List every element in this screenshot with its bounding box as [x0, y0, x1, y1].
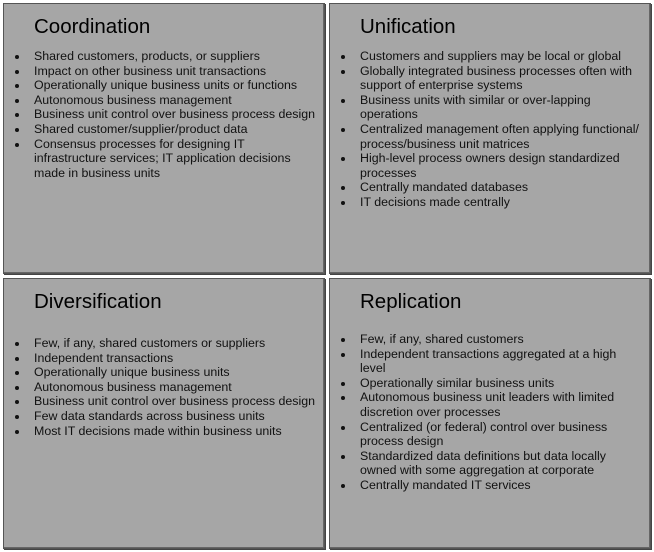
list-item: Business unit control over business process design: [4, 394, 318, 409]
list-item: Operationally unique business units: [4, 365, 318, 380]
bullet-list: [4, 49, 318, 180]
list-item: Operationally unique business units or functions: [4, 78, 318, 93]
list-item: IT decisions made centrally: [330, 195, 644, 210]
list-item: Autonomous business management: [4, 93, 318, 108]
list-item: Centralized (or federal) control over business process design: [330, 420, 644, 449]
list-item: Autonomous business management: [4, 380, 318, 395]
quadrant-replication: [329, 278, 651, 549]
list-item: Few data standards across business units: [4, 409, 318, 424]
list-item: Customers and suppliers may be local or global: [330, 49, 644, 64]
quadrant-title: Replication: [360, 290, 462, 313]
quadrant-title: Diversification: [34, 290, 162, 313]
list-item: Business units with similar or over-lapping operations: [330, 93, 644, 122]
list-item: Most IT decisions made within business units: [4, 424, 318, 439]
list-item: Shared customers, products, or suppliers: [4, 49, 318, 64]
list-item: Globally integrated business processes often with support of enterprise systems: [330, 64, 644, 93]
list-item: Independent transactions: [4, 351, 318, 366]
quadrant-unification: [329, 3, 651, 274]
quadrant-title: Unification: [360, 15, 456, 38]
quadrant-title: Coordination: [34, 15, 151, 38]
list-item: Impact on other business unit transactions: [4, 64, 318, 79]
list-item: Business unit control over business process design: [4, 107, 318, 122]
quadrant-coordination: [3, 3, 325, 274]
list-item: Shared customer/supplier/product data: [4, 122, 318, 137]
list-item: Few, if any, shared customers: [330, 332, 644, 347]
list-item: Operationally similar business units: [330, 376, 644, 391]
list-item: Consensus processes for designing IT infrastructure services; IT application decisions made in business units: [4, 137, 318, 181]
list-item: Autonomous business unit leaders with limited discretion over processes: [330, 390, 644, 419]
bullet-list: [330, 49, 644, 210]
list-item: Few, if any, shared customers or suppliers: [4, 336, 318, 351]
list-item: Centralized management often applying functional/ process/business unit matrices: [330, 122, 644, 151]
list-item: Standardized data definitions but data locally owned with some aggregation at corporate: [330, 449, 644, 478]
quadrant-diversification: [3, 278, 325, 549]
list-item: High-level process owners design standardized processes: [330, 151, 644, 180]
bullet-list: [330, 332, 644, 493]
list-item: Centrally mandated IT services: [330, 478, 644, 493]
bullet-list: [4, 336, 318, 438]
list-item: Independent transactions aggregated at a high level: [330, 347, 644, 376]
list-item: Centrally mandated databases: [330, 180, 644, 195]
